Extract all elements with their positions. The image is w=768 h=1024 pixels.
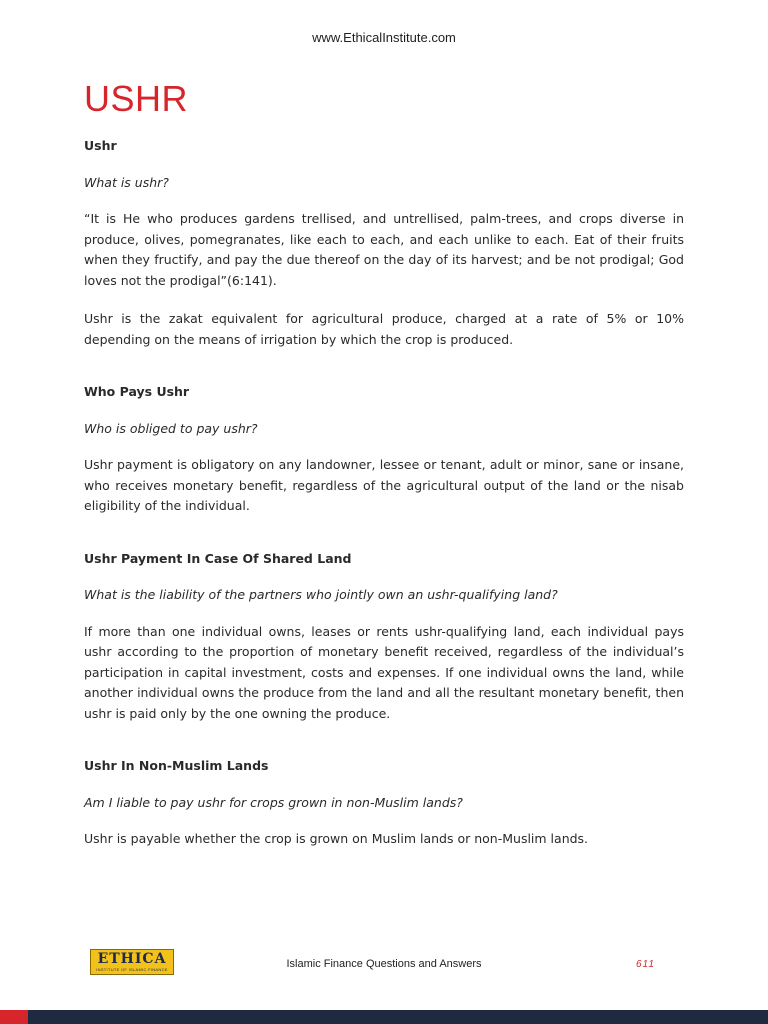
section-paragraph: “It is He who produces gardens trellised, and untrellised, palm-trees, and crops diverse in produce, olives, pomegranates, like each to each, and each unlike to each. Eat of their fruits when they fructify, and pay the due thereof on the day of its harvest; and be not prodigal; God loves not the prodigal”(6:141). bbox=[84, 211, 684, 288]
book-title: Islamic Finance Questions and Answers bbox=[286, 958, 482, 970]
section-ushr bbox=[84, 136, 684, 350]
footer-bar bbox=[0, 1010, 768, 1024]
logo-subtext: INSTITUTE OF ISLAMIC FINANCE bbox=[96, 967, 168, 972]
section-question: What is the liability of the partners who jointly own an ushr-qualifying land? bbox=[84, 587, 558, 602]
section-title: Ushr bbox=[84, 138, 117, 153]
section-paragraph: Ushr is the zakat equivalent for agricultural produce, charged at a rate of 5% or 10% depending on the means of irrigation by which the crop is produced. bbox=[84, 311, 684, 347]
footer-accent bbox=[0, 1010, 28, 1024]
page-number: 611 bbox=[636, 959, 655, 970]
section-paragraph: Ushr payment is obligatory on any landowner, lessee or tenant, adult or minor, sane or insane, who receives monetary benefit, regardless of the agricultural output of the land or the nisab eligibility of the individual. bbox=[84, 457, 684, 513]
section-paragraph: If more than one individual owns, leases or rents ushr-qualifying land, each individual pays ushr according to the proportion of monetary benefit received, regardless of the individual’s participation in capital investment, costs and expenses. If one individual owns the land, while another individual owns the produce from the land and all the resultant monetary benefit, then ushr is paid only by the one owning the produce. bbox=[84, 623, 684, 721]
document-body bbox=[84, 136, 684, 850]
site-url: www.EthicalInstitute.com bbox=[312, 30, 456, 45]
section-non-muslim-lands bbox=[84, 756, 684, 850]
section-who-pays-ushr bbox=[84, 382, 684, 517]
section-shared-land bbox=[84, 549, 684, 725]
page-title: USHR bbox=[84, 78, 189, 119]
section-question: Am I liable to pay ushr for crops grown in non-Muslim lands? bbox=[84, 794, 463, 810]
section-title: Who Pays Ushr bbox=[84, 384, 190, 399]
section-title: Ushr Payment In Case Of Shared Land bbox=[84, 550, 352, 566]
section-question: What is ushr? bbox=[84, 174, 169, 190]
section-paragraph: Ushr is payable whether the crop is grown on Muslim lands or non-Muslim lands. bbox=[84, 831, 589, 846]
section-question: Who is obliged to pay ushr? bbox=[84, 420, 258, 436]
logo-text: ETHICA bbox=[97, 951, 167, 967]
section-title: Ushr In Non-Muslim Lands bbox=[84, 758, 269, 773]
